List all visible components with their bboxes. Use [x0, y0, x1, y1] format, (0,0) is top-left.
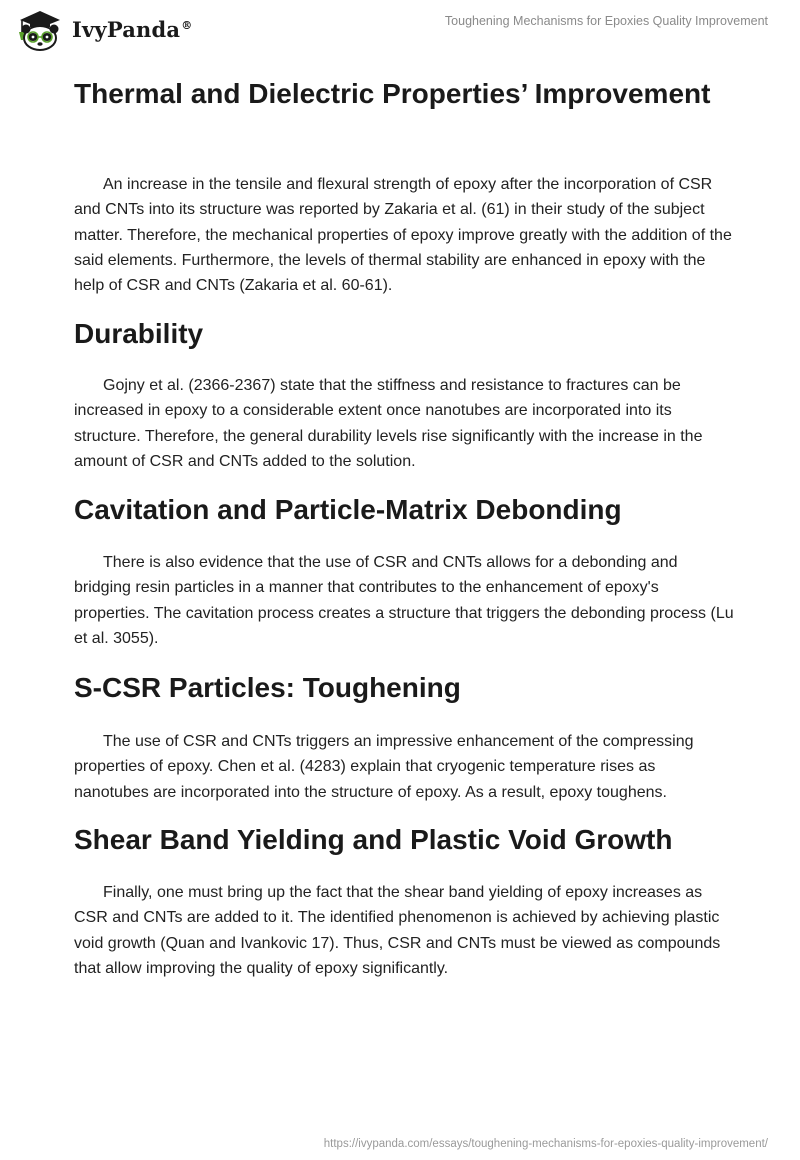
panda-graduate-icon — [14, 8, 66, 52]
section-paragraph: Gojny et al. (2366-2367) state that the stiffness and resistance to fractures can be increased in epoxy to a considerable extent once nanotubes are incorporated into its structure. Therefore, the general durability levels rise significantly with the increase in the amount of CSR and CNTs added to the solution. — [74, 377, 703, 470]
section-thermal-dielectric-body — [74, 172, 734, 298]
brand-logo[interactable] — [14, 8, 192, 52]
section-paragraph: The use of CSR and CNTs triggers an impressive enhancement of the compressing properties of epoxy. Chen et al. (4283) explain that cryogenic temperature rises as nanotubes are incorporated into the structure of epoxy. As a result, epoxy toughens. — [74, 733, 694, 801]
section-heading: Thermal and Dielectric Properties’ Improvement — [74, 78, 711, 109]
section-heading: Cavitation and Particle-Matrix Debonding — [74, 494, 622, 525]
section-heading: Shear Band Yielding and Plastic Void Growth — [74, 824, 673, 855]
section-durability — [74, 314, 734, 354]
section-s-csr-body — [74, 729, 734, 805]
section-shear-band — [74, 820, 734, 860]
section-cavitation-body — [74, 550, 734, 651]
section-paragraph: An increase in the tensile and flexural strength of epoxy after the incorporation of CSR and CNTs into its structure was reported by Zakaria et al. (61) in their study of the subject matter. Therefore, the mechanical properties of epoxy improve greatly with the addition of the said elements. Furthermore, the levels of thermal stability are enhanced in epoxy with the help of CSR and CNTs (Zakaria et al. 60-61). — [74, 176, 732, 295]
section-shear-band-body — [74, 880, 734, 981]
section-s-csr — [74, 668, 734, 708]
registered-mark: ® — [181, 18, 193, 32]
section-paragraph: Finally, one must bring up the fact that the shear band yielding of epoxy increases as CSR and CNTs are added to it. The identified phenomenon is achieved by achieving plastic void growth (Quan and Ivankovic 17). Thus, CSR and CNTs must be viewed as compounds that allow improving the quality of epoxy significantly. — [74, 884, 721, 977]
section-heading: S-CSR Particles: Toughening — [74, 672, 461, 703]
page-header — [0, 0, 800, 64]
section-heading: Durability — [74, 318, 204, 349]
section-paragraph: There is also evidence that the use of CSR and CNTs allows for a debonding and bridging resin particles in a manner that contributes to the enhancement of epoxy's properties. The cavitation process creates a structure that triggers the debonding process (Lu et al. 3055). — [74, 554, 734, 647]
section-durability-body — [74, 373, 734, 474]
section-thermal-dielectric — [74, 74, 734, 114]
brand-name: IvyPanda® — [72, 16, 193, 42]
document-title: Toughening Mechanisms for Epoxies Quality Improvement — [444, 14, 768, 28]
footer-source-link[interactable]: https://ivypanda.com/essays/toughening-mechanisms-for-epoxies-quality-improvement/ — [323, 1138, 768, 1150]
section-cavitation — [74, 490, 734, 530]
